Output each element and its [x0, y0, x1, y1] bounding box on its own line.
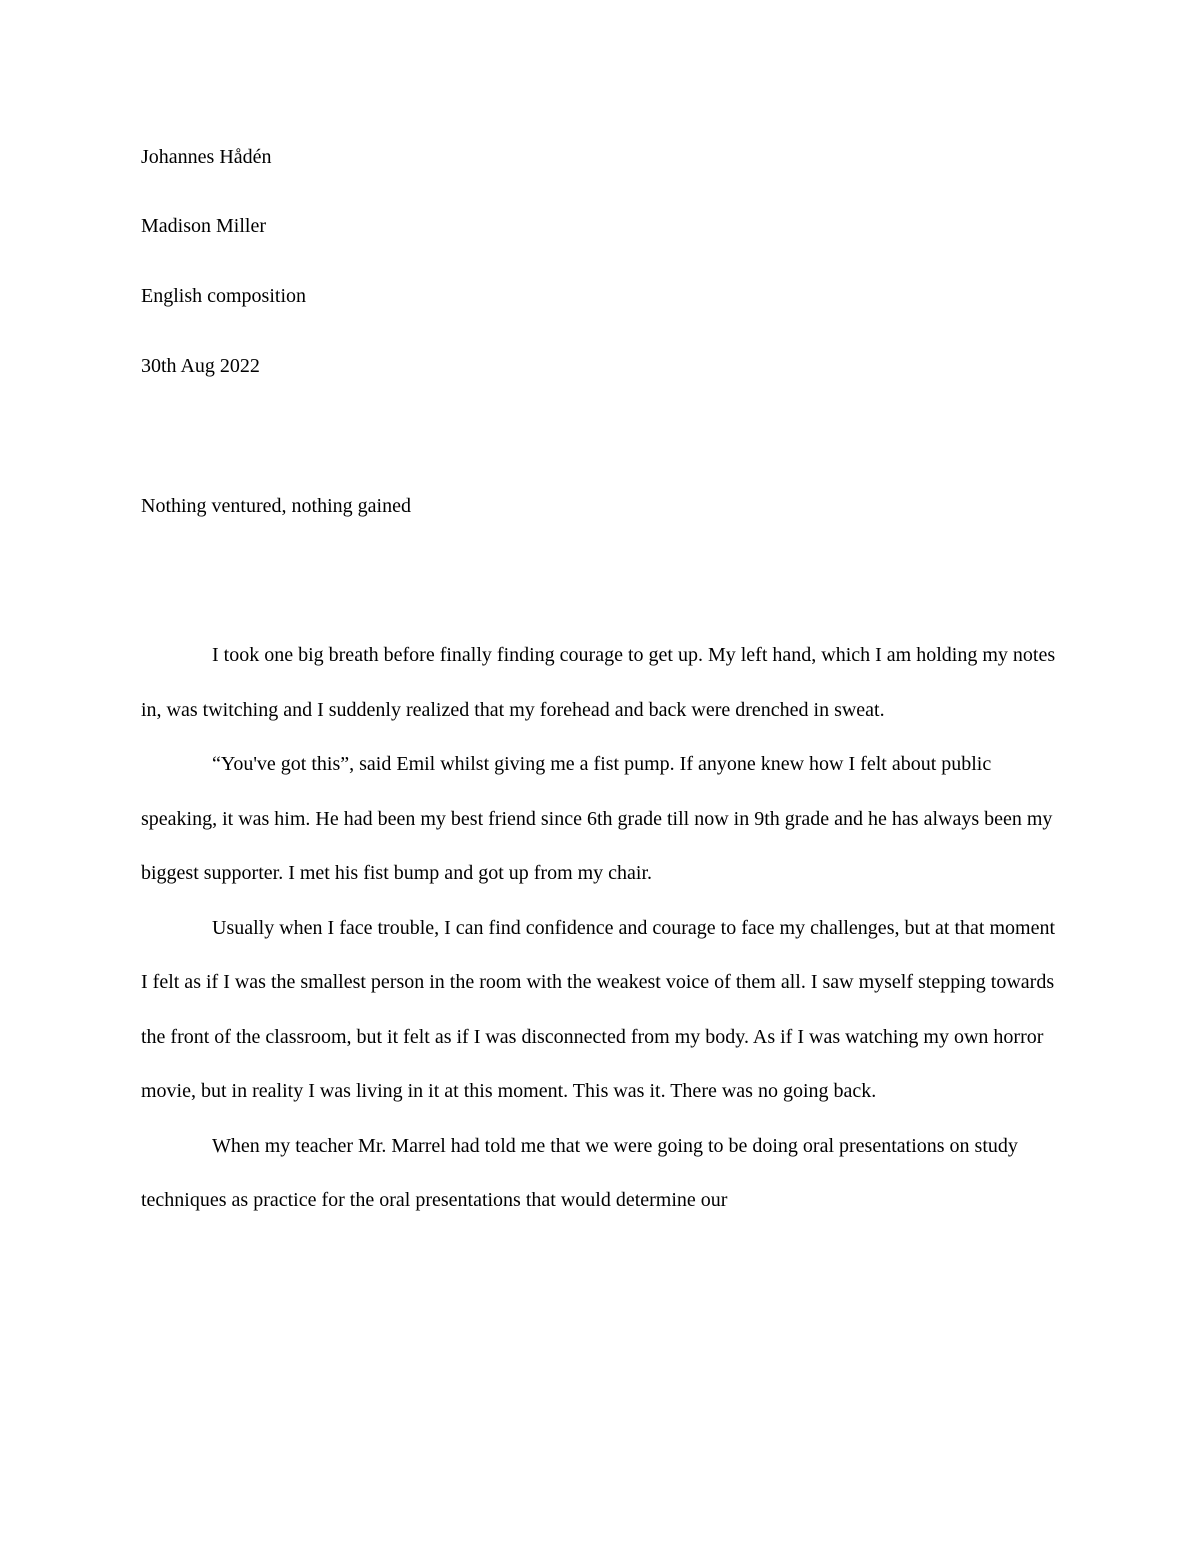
essay-paragraph-1: I took one big breath before finally finding courage to get up. My left hand, which I am holding my notes in, was twitching and I suddenly realized that my forehead and back were drenched in sweat. [141, 644, 1056, 721]
essay-paragraph-3: Usually when I face trouble, I can find confidence and courage to face my challenges, but at that moment I felt as if I was the smallest person in the room with the weakest voice of them all. I saw myself stepping towards the front of the classroom, but it felt as if I was disconnected from my body. As if I was watching my own horror movie, but in reality I was living in it at this moment. This was it. There was no going back. [141, 916, 1055, 1102]
course-name: English composition [141, 285, 306, 307]
essay-paragraph-2: “You've got this”, said Emil whilst giving me a fist pump. If anyone knew how I felt about public speaking, it was him. He had been my best friend since 6th grade till now in 9th grade and he has always been my biggest supporter. I met his fist bump and got up from my chair. [141, 753, 1053, 884]
instructor-name: Madison Miller [141, 215, 266, 237]
essay-title: Nothing ventured, nothing gained [141, 495, 411, 517]
essay-paragraph-4: When my teacher Mr. Marrel had told me that we were going to be doing oral presentations on study techniques as practice for the oral presentations that would determine our [141, 1134, 1018, 1211]
author-name: Johannes Hådén [141, 146, 272, 168]
essay-body [141, 628, 1066, 1228]
document-date: 30th Aug 2022 [141, 355, 260, 377]
